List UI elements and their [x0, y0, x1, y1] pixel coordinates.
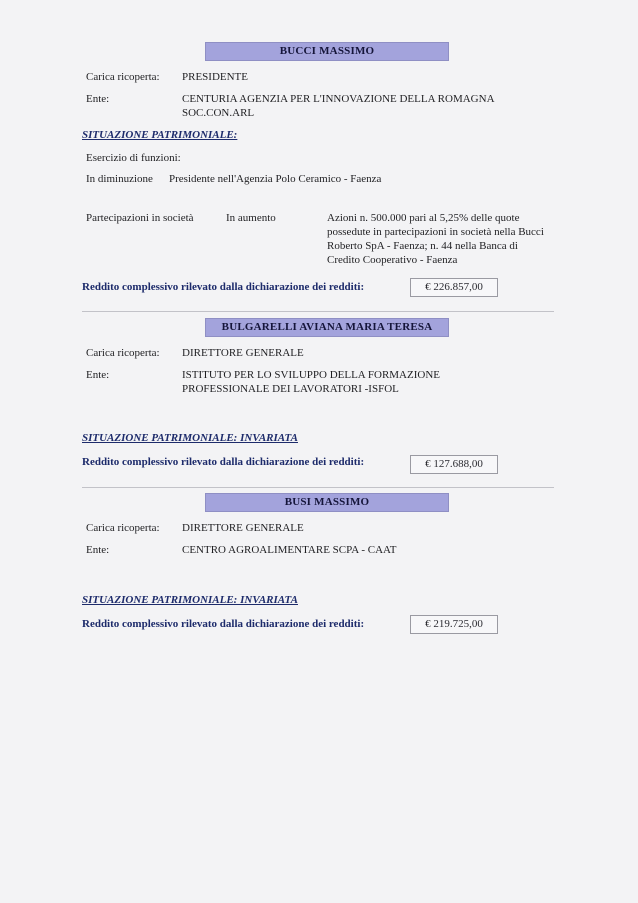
- ente-value-line1: ISTITUTO PER LO SVILUPPO DELLA FORMAZIONE: [182, 369, 440, 381]
- aumento-line: Credito Cooperativo - Faenza: [327, 254, 458, 266]
- situazione-patrimoniale-heading: SITUAZIONE PATRIMONIALE:: [82, 129, 238, 141]
- carica-value: DIRETTORE GENERALE: [182, 522, 304, 534]
- carica-value: DIRETTORE GENERALE: [182, 347, 304, 359]
- esercizio-label: Esercizio di funzioni:: [86, 152, 181, 164]
- ente-label: Ente:: [86, 544, 110, 556]
- section-divider: [82, 487, 554, 488]
- ente-value-line1: CENTURIA AGENZIA PER L'INNOVAZIONE DELLA ROMAGNA: [182, 93, 495, 105]
- reddito-amount: € 226.857,00: [410, 278, 498, 297]
- ente-label: Ente:: [86, 369, 110, 381]
- section-divider: [82, 311, 554, 312]
- carica-label: Carica ricoperta:: [86, 347, 160, 359]
- ente-value-line2: SOC.CON.ARL: [182, 107, 255, 119]
- aumento-line: possedute in partecipazioni in società nella Bucci: [327, 226, 544, 238]
- ente-value-line2: PROFESSIONALE DEI LAVORATORI -ISFOL: [182, 383, 399, 395]
- carica-label: Carica ricoperta:: [86, 71, 160, 83]
- reddito-amount: € 127.688,00: [410, 455, 498, 474]
- reddito-label: Reddito complessivo rilevato dalla dichiarazione dei redditi:: [82, 456, 365, 468]
- ente-value-line1: CENTRO AGROALIMENTARE SCPA - CAAT: [182, 544, 397, 556]
- carica-value: PRESIDENTE: [182, 71, 248, 83]
- reddito-label: Reddito complessivo rilevato dalla dichiarazione dei redditi:: [82, 618, 365, 630]
- reddito-label: Reddito complessivo rilevato dalla dichiarazione dei redditi:: [82, 281, 365, 293]
- aumento-line: Azioni n. 500.000 pari al 5,25% delle quote: [327, 212, 520, 224]
- partecipazioni-label: Partecipazioni in società: [86, 212, 194, 224]
- person-name-header: BULGARELLI AVIANA MARIA TERESA: [205, 318, 449, 337]
- person-name-header: BUSI MASSIMO: [205, 493, 449, 512]
- person-name-header: BUCCI MASSIMO: [205, 42, 449, 61]
- ente-label: Ente:: [86, 93, 110, 105]
- diminuzione-text: Presidente nell'Agenzia Polo Ceramico - Faenza: [169, 173, 382, 185]
- aumento-line: Roberto SpA - Faenza; n. 44 nella Banca di: [327, 240, 518, 252]
- diminuzione-label: In diminuzione: [86, 173, 153, 185]
- carica-label: Carica ricoperta:: [86, 522, 160, 534]
- reddito-amount: € 219.725,00: [410, 615, 498, 634]
- situazione-patrimoniale-heading: SITUAZIONE PATRIMONIALE: INVARIATA: [82, 432, 298, 444]
- aumento-label: In aumento: [226, 212, 276, 224]
- situazione-patrimoniale-heading: SITUAZIONE PATRIMONIALE: INVARIATA: [82, 594, 298, 606]
